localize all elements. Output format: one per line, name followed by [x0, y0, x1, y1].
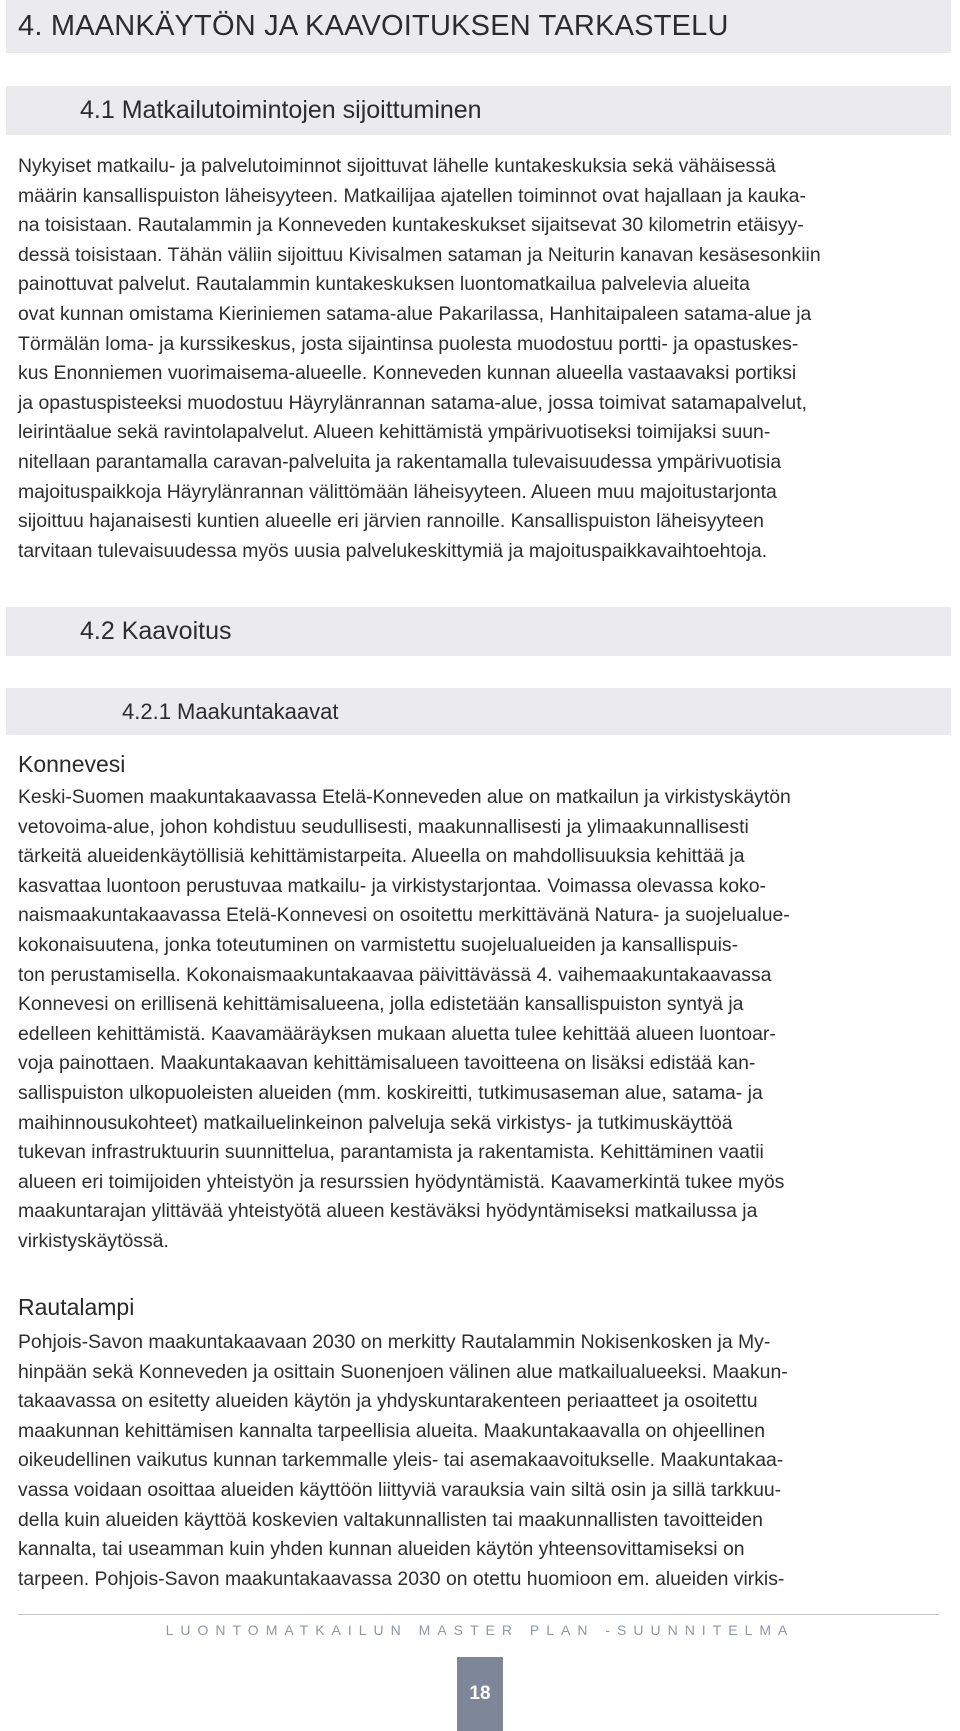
footer-divider — [18, 1614, 939, 1615]
text-line: kasvattaa luontoon perustuvaa matkailu- ja virkistystarjontaa. Voimassa olevassa koko- — [18, 874, 766, 897]
text-line: na toisistaan. Rautalammin ja Konneveden kuntakeskukset sijaitsevat 30 kilometrin etäisyy- — [18, 214, 804, 237]
text-line: virkistyskäytössä. — [18, 1229, 169, 1252]
text-line: ja opastuspisteeksi muodostuu Häyrylänrannan satama-alue, jossa toimivat satamapalvelut, — [18, 391, 807, 414]
subsection-heading-4-2-1: 4.2.1 Maakuntakaavat — [6, 688, 951, 735]
text-line: vassa voidaan osoittaa alueiden käyttöön liittyviä varauksia vain siltä osin ja sillä tarkkuu- — [18, 1478, 782, 1501]
text-line: voja painottaen. Maakuntakaavan kehittämisalueen tavoitteena on lisäksi edistää kan- — [18, 1052, 756, 1075]
text-line: kannalta, tai useamman kuin yhden kunnan alueiden käytön yhteensovittamiseksi on — [18, 1538, 745, 1561]
text-line: oikeudellinen vaikutus kunnan tarkemmalle yleis- tai asemakaavoitukselle. Maakuntakaa- — [18, 1449, 784, 1472]
text-line: maakunnan kehittämisen kannalta tarpeellisia alueita. Maakuntakaavalla on ohjeellinen — [18, 1419, 766, 1442]
text-line: hinpään sekä Konneveden ja osittain Suonenjoen välinen alue matkailualueeksi. Maakun- — [18, 1360, 788, 1383]
text-line: della kuin alueiden käyttöä koskevien valtakunnallisten tai maakunnallisten tavoitteiden — [18, 1508, 763, 1531]
paragraph-rautalampi — [18, 1328, 940, 1594]
text-line: kokonaisuutena, jonka toteutuminen on varmistettu suojelualueiden ja kansallispuis- — [18, 933, 739, 956]
text-line: Konnevesi on erillisenä kehittämisalueena, jolla edistetään kansallispuiston syntyä ja — [18, 993, 744, 1016]
text-line: Keski-Suomen maakuntakaavassa Etelä-Konneveden alue on matkailun ja virkistyskäytön — [18, 786, 791, 808]
text-line: tarpeen. Pohjois-Savon maakuntakaavassa 2030 on otettu huomioon em. alueiden virkis- — [18, 1567, 785, 1590]
text-line: Pohjois-Savon maakuntakaavaan 2030 on merkitty Rautalammin Nokisenkosken ja My- — [18, 1331, 771, 1353]
text-line: nitellaan parantamalla caravan-palveluita ja rakentamalla tulevaisuudessa ympärivuotisia — [18, 450, 782, 473]
text-line: majoituspaikkoja Häyrylänrannan välittömään läheisyyteen. Alueen muu majoitustarjonta — [18, 480, 777, 503]
chapter-heading: 4. MAANKÄYTÖN JA KAAVOITUKSEN TARKASTELU — [6, 0, 951, 53]
text-line: naismaakuntakaavassa Etelä-Konnevesi on osoitettu merkittävänä Natura- ja suojelualue- — [18, 904, 790, 927]
text-line: maihinnousukohteet) matkailuelinkeinon palveluja sekä virkistys- ja tutkimuskäyttöä — [18, 1111, 733, 1134]
text-line: sijoittuu hajanaisesti kuntien alueelle eri järvien rannoille. Kansallispuiston läheisyyteen — [18, 510, 764, 533]
text-line: takaavassa on esitetty alueiden käytön ja yhdyskuntarakenteen periaatteet ja osoitettu — [18, 1390, 758, 1413]
text-line: tukevan infrastruktuurin suunnittelua, parantamista ja rakentamista. Kehittäminen vaatii — [18, 1141, 764, 1164]
text-line: maakuntarajan ylittävää yhteistyötä alueen kestäväksi hyödyntämiseksi matkailussa ja — [18, 1200, 758, 1223]
section-heading-4-1: 4.1 Matkailutoimintojen sijoittuminen — [6, 86, 951, 135]
subheading-rautalampi: Rautalampi — [18, 1294, 135, 1320]
text-line: Törmälän loma- ja kurssikeskus, josta sijaintinsa puolesta muodostuu portti- ja opastuskes- — [18, 332, 799, 355]
text-line: Nykyiset matkailu- ja palvelutoiminnot sijoittuvat lähelle kuntakeskuksia sekä vähäisessä — [18, 155, 776, 177]
page-number: 18 — [457, 1657, 503, 1731]
text-line: edelleen kehittämistä. Kaavamääräyksen mukaan aluetta tulee kehittää alueen luontoar- — [18, 1022, 776, 1045]
text-line: alueen eri toimijoiden yhteistyön ja resurssien hyödyntämistä. Kaavamerkintä tukee myös — [18, 1170, 785, 1193]
text-line: määrin kansallispuiston läheisyyteen. Matkailijaa ajatellen toiminnot ovat hajallaan ja kauka- — [18, 184, 806, 207]
text-line: ovat kunnan omistama Kieriniemen satama-alue Pakarilassa, Hanhitaipaleen satama-alue ja — [18, 302, 812, 325]
text-line: dessä toisistaan. Tähän väliin sijoittuu Kivisalmen sataman ja Neiturin kanavan kesäsesonkiin — [18, 243, 821, 266]
paragraph-matkailutoiminnot — [18, 152, 940, 566]
text-line: painottuvat palvelut. Rautalammin kuntakeskuksen luontomatkailua palvelevia alueita — [18, 273, 750, 296]
text-line: tarvitaan tulevaisuudessa myös uusia palvelukeskittymiä ja majoituspaikkavaihtoehtoja. — [18, 539, 768, 562]
text-line: ton perustamisella. Kokonaismaakuntakaavaa päivittävässä 4. vaihemaakuntakaavassa — [18, 963, 772, 986]
paragraph-konnevesi — [18, 783, 940, 1257]
subheading-konnevesi: Konnevesi — [18, 751, 126, 777]
section-heading-4-2: 4.2 Kaavoitus — [6, 607, 951, 656]
text-line: tärkeitä alueidenkäytöllisiä kehittämistarpeita. Alueella on mahdollisuuksia kehittää ja — [18, 845, 745, 868]
footer-title: LUONTOMATKAILUN MASTER PLAN -SUUNNITELMA — [165, 1622, 795, 1638]
text-line: leirintäalue sekä ravintolapalvelut. Alueen kehittämistä ympärivuotiseksi toimijaksi suun- — [18, 421, 771, 444]
text-line: kus Enonniemen vuorimaisema-alueelle. Konneveden kunnan alueella vastaavaksi portiksi — [18, 362, 797, 385]
text-line: vetovoima-alue, johon kohdistuu seudullisesti, maakunnallisesti ja ylimaakunnallisesti — [18, 815, 749, 838]
text-line: sallispuiston ulkopuoleisten alueiden (mm. koskireitti, tutkimusaseman alue, satama- ja — [18, 1081, 763, 1104]
